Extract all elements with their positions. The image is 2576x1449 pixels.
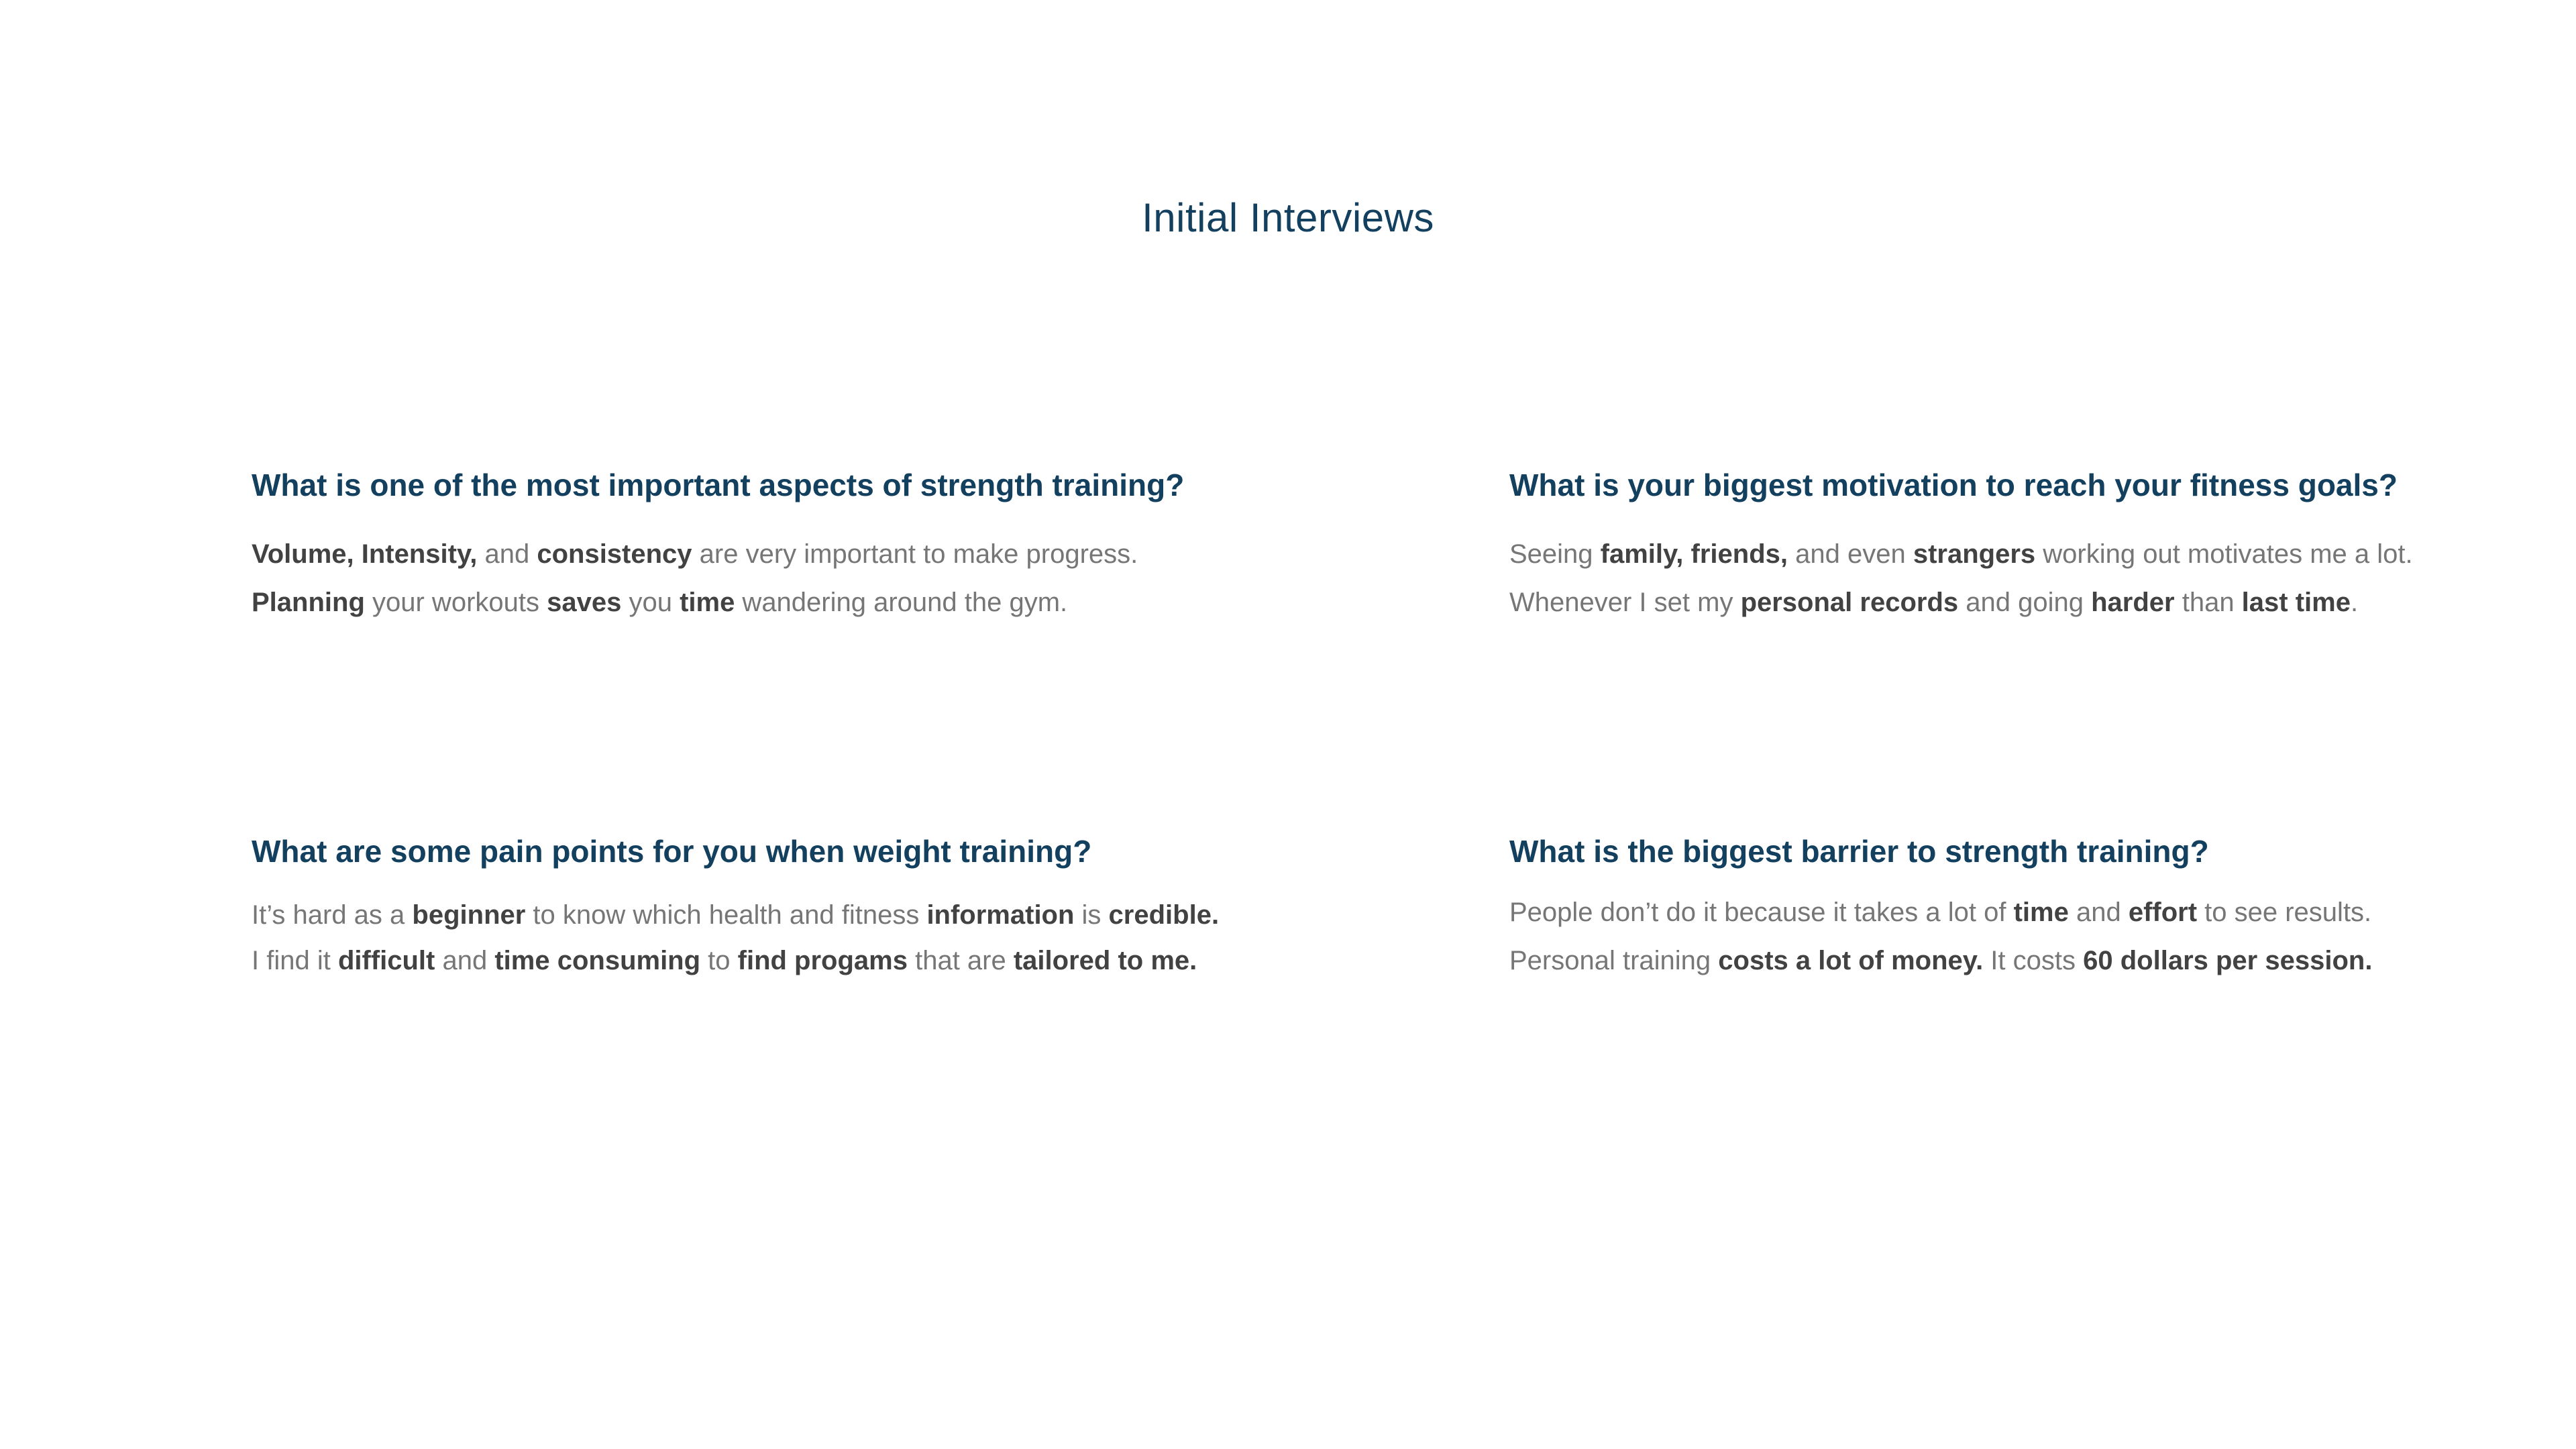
answer-line <box>1509 530 2516 578</box>
answer-emphasis: find progams <box>737 946 908 975</box>
question-heading: What is your biggest motivation to reach your fitness goals? <box>1509 468 2398 502</box>
qa-card-pain-points <box>252 829 1258 983</box>
answer-emphasis: 60 dollars per session. <box>2083 946 2373 975</box>
question-heading: What are some pain points for you when weight training? <box>252 834 1092 869</box>
answer-text: and going <box>1958 588 2092 617</box>
answer-emphasis: last time <box>2241 588 2351 617</box>
answer-text: you <box>621 588 680 617</box>
answer-emphasis: Planning <box>252 588 365 617</box>
qa-card-biggest-barrier <box>1509 829 2516 985</box>
answer-text: working out motivates me a lot. <box>2035 539 2413 569</box>
answer-text: Personal training <box>1509 946 1719 975</box>
qa-card-important-aspects <box>252 463 1258 627</box>
answer-emphasis: costs a lot of money. <box>1718 946 1984 975</box>
answer-text: and <box>435 946 495 975</box>
question-heading: What is the biggest barrier to strength training? <box>1509 834 2209 869</box>
answer-block <box>1509 888 2516 985</box>
answer-text: Seeing <box>1509 539 1601 569</box>
answer-text: that are <box>907 946 1014 975</box>
answer-text: wandering around the gym. <box>735 588 1068 617</box>
answer-line <box>1509 936 2516 985</box>
answer-emphasis: difficult <box>337 946 435 975</box>
answer-text: and <box>477 539 537 569</box>
answer-line <box>1509 578 2516 627</box>
answer-block <box>252 892 1258 983</box>
answer-emphasis: time <box>680 588 735 617</box>
answer-block <box>252 530 1258 627</box>
answer-line <box>252 938 1258 983</box>
answer-emphasis: tailored to me. <box>1013 946 1197 975</box>
answer-emphasis: effort <box>2128 898 2198 927</box>
answer-line <box>1509 888 2516 936</box>
answer-text: is <box>1074 900 1109 930</box>
answer-line <box>252 530 1258 578</box>
question-heading: What is one of the most important aspects of strength training? <box>252 468 1185 502</box>
answer-emphasis: time consuming <box>494 946 701 975</box>
answer-emphasis: family, friends, <box>1600 539 1788 569</box>
answer-line <box>252 578 1258 627</box>
answer-text: are very important to make progress. <box>692 539 1138 569</box>
answer-emphasis: personal records <box>1740 588 1959 617</box>
answer-emphasis: Volume, Intensity, <box>252 539 478 569</box>
answer-emphasis: time <box>2013 898 2069 927</box>
answer-text: and <box>2068 898 2129 927</box>
qa-card-motivation <box>1509 463 2516 627</box>
answer-emphasis: information <box>926 900 1075 930</box>
answer-text: People don’t do it because it takes a lot of <box>1509 898 2014 927</box>
answer-emphasis: strangers <box>1913 539 2036 569</box>
answer-text: . <box>2350 588 2359 617</box>
answer-emphasis: consistency <box>537 539 692 569</box>
answer-emphasis: credible. <box>1108 900 1220 930</box>
answer-text: and even <box>1788 539 1913 569</box>
answer-emphasis: saves <box>547 588 622 617</box>
answer-text: your workouts <box>364 588 547 617</box>
answer-text: Whenever I set my <box>1509 588 1741 617</box>
answer-block <box>1509 530 2516 627</box>
answer-emphasis: harder <box>2091 588 2175 617</box>
answer-text: I find it <box>252 946 338 975</box>
page-title: Initial Interviews <box>1142 195 1434 240</box>
answer-emphasis: beginner <box>412 900 526 930</box>
answer-text: than <box>2174 588 2242 617</box>
answer-text: to know which health and fitness <box>525 900 927 930</box>
answer-text: It costs <box>1983 946 2084 975</box>
answer-line <box>252 892 1258 938</box>
answer-text: It’s hard as a <box>252 900 413 930</box>
answer-text: to <box>700 946 738 975</box>
answer-text: to see results. <box>2197 898 2372 927</box>
